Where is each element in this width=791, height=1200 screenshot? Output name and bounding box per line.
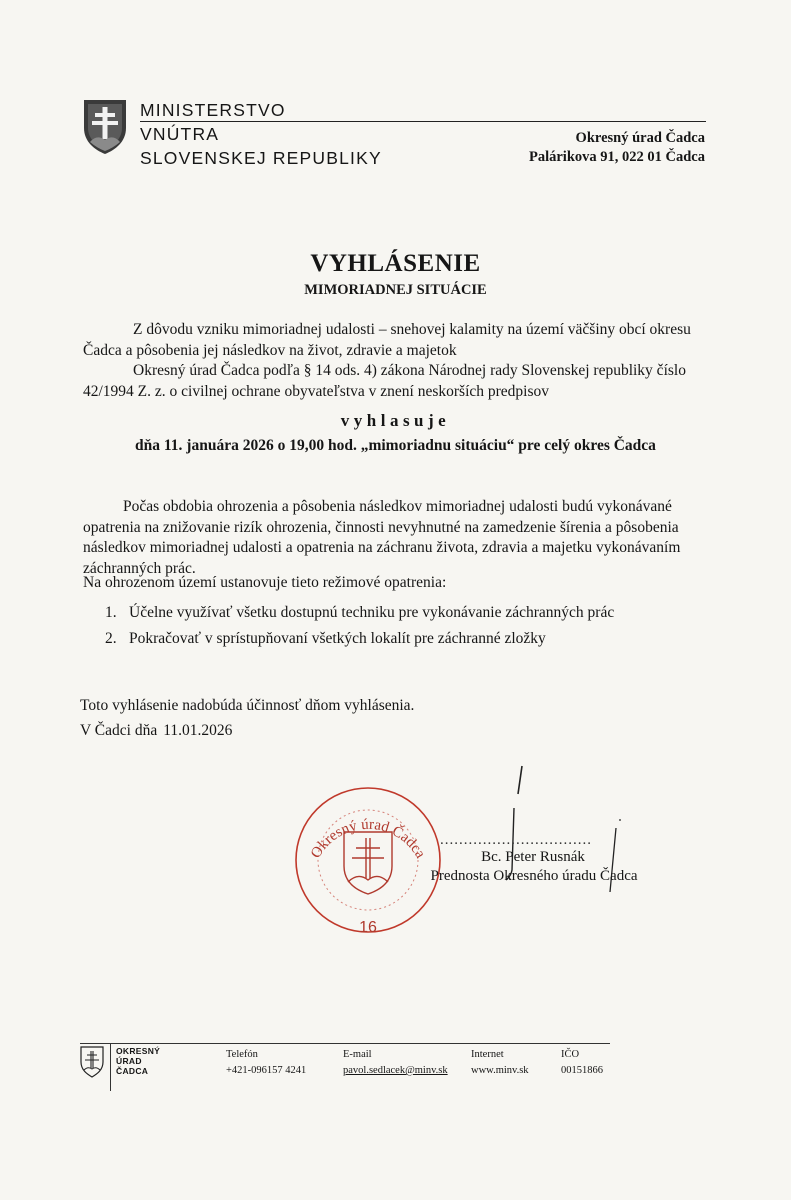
intro-paragraph bbox=[83, 320, 707, 402]
list-item-text: Účelne využívať všetku dostupnú techniku pre vykonávanie záchranných prác bbox=[129, 604, 615, 621]
intro-line: Čadca a pôsobenia jej následkov na život, zdravie a majetok bbox=[83, 341, 457, 359]
place-date bbox=[80, 722, 232, 740]
ministry-name bbox=[140, 98, 382, 170]
body-line: Počas obdobia ohrozenia a pôsobenia následkov mimoriadnej udalosti budú vykonávané bbox=[123, 498, 672, 515]
document-subtitle: MIMORIADNEJ SITUÁCIE bbox=[304, 282, 487, 298]
footer-office-line1: OKRESNÝ bbox=[116, 1046, 161, 1056]
list-item-number: 2. bbox=[105, 630, 117, 647]
slovak-coat-of-arms-icon bbox=[82, 98, 128, 156]
footer-web bbox=[471, 1047, 529, 1079]
list-item-number: 1. bbox=[105, 604, 117, 621]
footer-divider bbox=[110, 1043, 111, 1091]
body-paragraph bbox=[83, 497, 680, 579]
list-item bbox=[105, 600, 614, 626]
footer-coat-of-arms-icon bbox=[80, 1046, 104, 1078]
footer-email-label: E-mail bbox=[343, 1049, 372, 1060]
place-date-value: 11.01.2026 bbox=[163, 722, 233, 739]
ministry-line1: MINISTERSTVO bbox=[140, 100, 286, 120]
footer-phone-label: Telefón bbox=[226, 1049, 258, 1060]
footer-phone bbox=[226, 1047, 306, 1079]
measures-list bbox=[105, 600, 614, 652]
footer-email bbox=[343, 1047, 448, 1079]
footer-rule bbox=[80, 1043, 610, 1044]
body-line: opatrenia na znižovanie rizík ohrozenia, činnosti nevyhnutné na zamedzenie šírenia a pôsobenia bbox=[83, 518, 679, 536]
intro-line: Okresný úrad Čadca podľa § 14 ods. 4) zákona Národnej rady Slovenskej republiky číslo bbox=[133, 362, 686, 379]
stamp-crest-icon bbox=[344, 832, 392, 894]
declaration-statement: dňa 11. januára 2026 o 19,00 hod. „mimoriadnu situáciu“ pre celý okres Čadca bbox=[135, 437, 656, 454]
office-name: Okresný úrad Čadca bbox=[575, 130, 705, 146]
footer-office-line2: ÚRAD bbox=[116, 1056, 142, 1066]
intro-line: Z dôvodu vzniku mimoriadnej udalosti – snehovej kalamity na území väčšiny obcí okresu bbox=[133, 321, 691, 338]
declaration-verb: vyhlasuje bbox=[340, 411, 451, 430]
header-rule bbox=[140, 121, 706, 122]
footer-web-link[interactable]: www.minv.sk bbox=[471, 1065, 529, 1076]
place-date-label: V Čadci dňa bbox=[80, 722, 158, 739]
document-title: VYHLÁSENIE bbox=[310, 250, 481, 277]
effective-statement: Toto vyhlásenie nadobúda účinnosť dňom vyhlásenia. bbox=[80, 697, 415, 714]
footer-ico-value: 00151866 bbox=[561, 1065, 603, 1076]
ministry-line2: VNÚTRA bbox=[140, 124, 220, 144]
regime-intro: Na ohrozenom území ustanovuje tieto režimové opatrenia: bbox=[83, 574, 447, 591]
list-item-text: Pokračovať v sprístupňovaní všetkých lokalít pre záchranné zložky bbox=[129, 630, 546, 647]
office-block bbox=[529, 129, 705, 167]
list-item bbox=[105, 626, 614, 652]
stamp-number: 16 bbox=[359, 919, 377, 936]
ministry-line3: SLOVENSKEJ REPUBLIKY bbox=[140, 148, 382, 168]
footer-web-label: Internet bbox=[471, 1049, 504, 1060]
stamp-text: Okresný úrad Čadca bbox=[307, 816, 429, 862]
footer-ico bbox=[561, 1047, 603, 1079]
footer-phone-value: +421-096157 4241 bbox=[226, 1065, 307, 1076]
footer-email-link[interactable]: pavol.sedlacek@minv.sk bbox=[343, 1065, 448, 1076]
footer-ico-label: IČO bbox=[561, 1049, 580, 1060]
office-address: Palárikova 91, 022 01 Čadca bbox=[528, 149, 705, 165]
footer-office-line3: ČADCA bbox=[116, 1066, 149, 1076]
signer-role: Prednosta Okresného úradu Čadca bbox=[430, 868, 638, 884]
signer-name: Bc. Peter Rusnák bbox=[481, 849, 585, 865]
footer-office bbox=[116, 1046, 160, 1076]
intro-line: 42/1994 Z. z. o civilnej ochrane obyvateľstva v znení neskorších predpisov bbox=[83, 382, 550, 400]
body-line: následkov mimoriadnej udalosti a opatrenia na záchranu života, zdravia a majetku vykonávaním bbox=[83, 539, 681, 556]
signature-line: ................................ bbox=[440, 832, 592, 848]
body-line: záchranných prác. bbox=[83, 559, 196, 577]
